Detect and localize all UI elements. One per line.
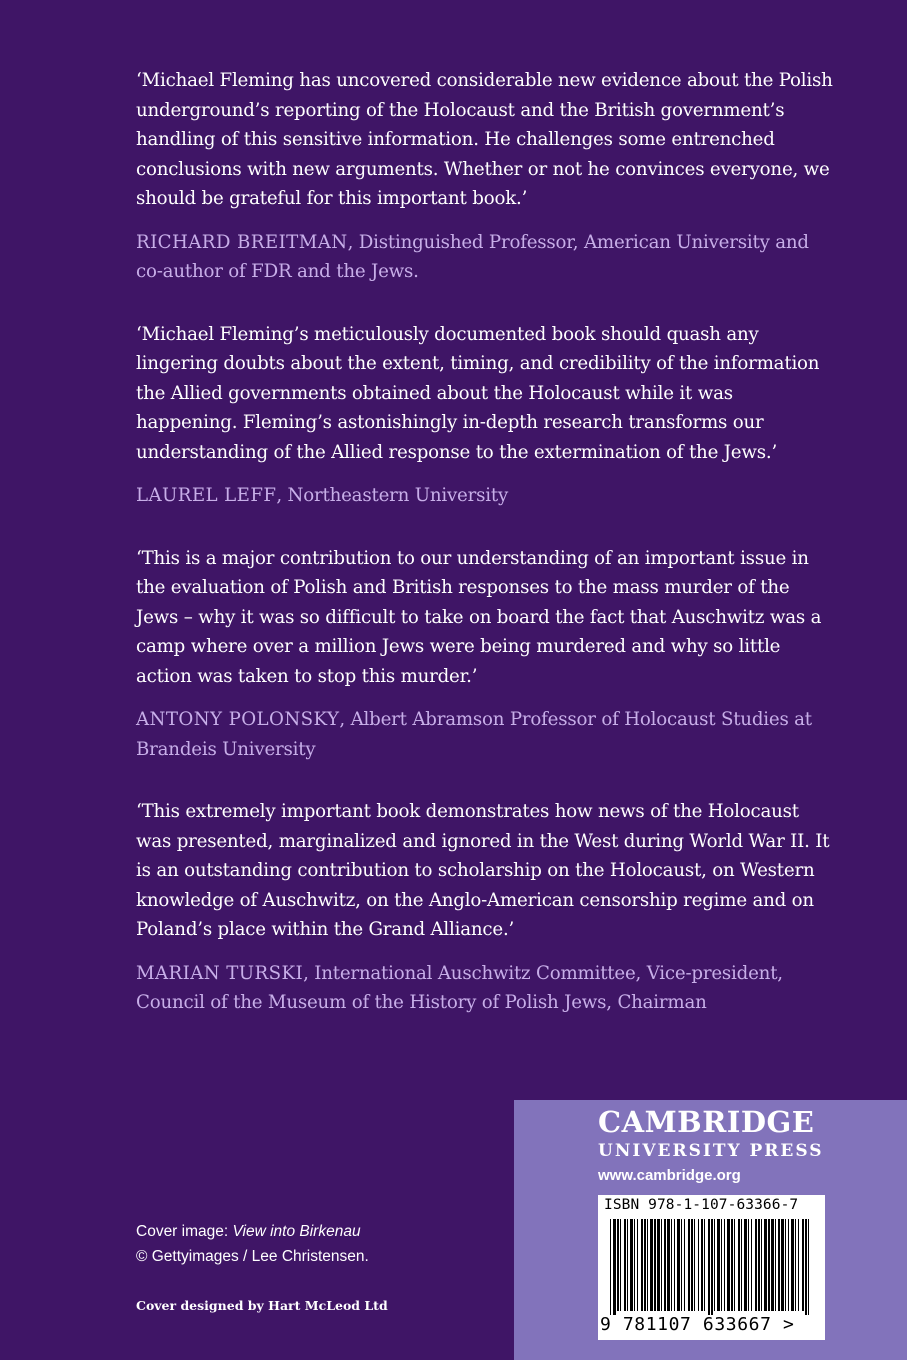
barcode-bar xyxy=(634,1219,635,1311)
endorsement-2 xyxy=(136,320,836,511)
barcode-bar xyxy=(761,1219,762,1311)
barcode-bars xyxy=(606,1219,817,1315)
barcode-bar xyxy=(721,1219,722,1311)
barcode-bar xyxy=(684,1219,685,1311)
publisher-logo-sub: UNIVERSITY PRESS xyxy=(598,1141,824,1161)
barcode-bar xyxy=(701,1219,703,1311)
barcode-bar xyxy=(805,1219,807,1315)
barcode-bar xyxy=(798,1219,799,1311)
quote-affiliation: , Distinguished Professor, American University and co-author of FDR and the Jews. xyxy=(136,231,809,282)
barcode-bar xyxy=(691,1219,693,1311)
barcode-bar xyxy=(654,1219,656,1311)
barcode-bar xyxy=(704,1219,705,1311)
cover-image-credit xyxy=(136,1219,496,1244)
endorsement-1 xyxy=(136,66,836,287)
publisher-url: www.cambridge.org xyxy=(598,1167,741,1184)
barcode-bar xyxy=(667,1219,670,1311)
cover-credits xyxy=(136,1219,496,1269)
barcode-bar xyxy=(650,1219,653,1311)
barcode-bar xyxy=(714,1219,715,1311)
barcode-bar xyxy=(711,1219,713,1315)
quote-author: LAUREL LEFF xyxy=(136,485,277,506)
barcode-bar xyxy=(738,1219,740,1311)
barcode-bar xyxy=(620,1219,621,1311)
barcode-bar xyxy=(644,1219,646,1311)
barcode-bar xyxy=(627,1219,628,1311)
barcode-bar xyxy=(741,1219,742,1311)
barcode-bar xyxy=(610,1219,611,1315)
barcode-bar xyxy=(637,1219,638,1311)
quote-affiliation: , International Auschwitz Committee, Vice-president, Council of the Museum of the History of Polish Jews, Chairman xyxy=(136,962,783,1013)
barcode-bar xyxy=(727,1219,730,1311)
barcode-bar xyxy=(778,1219,780,1311)
quote-affiliation: , Northeastern University xyxy=(276,485,509,506)
barcode-bar xyxy=(657,1219,660,1311)
isbn-barcode xyxy=(598,1195,825,1340)
barcode-bar xyxy=(785,1219,786,1311)
barcode-bar xyxy=(802,1219,804,1311)
barcode-bar xyxy=(731,1219,733,1311)
quote-attribution xyxy=(136,959,836,1018)
barcode-bar xyxy=(617,1219,619,1311)
publisher-panel xyxy=(514,1100,907,1360)
barcode-bar xyxy=(688,1219,690,1311)
barcode-bar xyxy=(748,1219,749,1311)
barcode-bar xyxy=(724,1219,725,1311)
barcode-bar xyxy=(664,1219,666,1311)
barcode-bar xyxy=(771,1219,774,1311)
cover-image-label: Cover image: xyxy=(136,1223,233,1240)
barcode-bar xyxy=(677,1219,680,1311)
barcode-bar xyxy=(791,1219,794,1311)
barcode-bar xyxy=(758,1219,760,1311)
quote-affiliation: , Albert Abramson Professor of Holocaust Studies at Brandeis University xyxy=(136,709,812,760)
barcode-bar xyxy=(781,1219,784,1311)
barcode-bar xyxy=(755,1219,757,1311)
quote-text: ‘Michael Fleming’s meticulously documented book should quash any lingering doubts about the extent, timing, and credibility of the information the Allied governments obtained about the Holocaust while it was happening. Fleming’s astonishingly in-depth research transforms our understanding of the Allied response to the extermination of the Jews.’ xyxy=(136,323,820,463)
barcode-bar xyxy=(630,1219,633,1311)
barcode-bar xyxy=(674,1219,675,1311)
quote-attribution xyxy=(136,705,836,764)
barcode-bar xyxy=(671,1219,672,1311)
barcode-bar xyxy=(708,1219,710,1315)
barcode-bar xyxy=(694,1219,695,1311)
barcode-bar xyxy=(613,1219,616,1315)
endorsements xyxy=(136,66,836,1018)
barcode-bar xyxy=(768,1219,770,1311)
barcode-bar xyxy=(795,1219,796,1311)
copyright-line: © Gettyimages / Lee Christensen. xyxy=(136,1248,369,1265)
quote-text: ‘This is a major contribution to our understanding of an important issue in the evaluation of Polish and British responses to the mass murder of the Jews – why it was so difficult to take on board the fact that Auschwitz was a camp where over a million Jews were being murdered and why so little action was taken to stop this murder.’ xyxy=(136,547,822,687)
quote-attribution xyxy=(136,481,836,511)
quote-author: ANTONY POLONSKY xyxy=(136,709,340,730)
cover-image-title: View into Birkenau xyxy=(232,1223,361,1240)
barcode-bar xyxy=(698,1219,699,1311)
barcode-bar xyxy=(624,1219,626,1311)
barcode-bar xyxy=(788,1219,789,1311)
quote-text: ‘Michael Fleming has uncovered considerable new evidence about the Polish underground’s reporting of the Holocaust and the British government’s handling of this sensitive information. He challenges some entrenched conclusions with new arguments. Whether or not he convinces everyone, we should be grateful for this important book.’ xyxy=(136,70,833,209)
barcode-bar xyxy=(641,1219,643,1311)
barcode-bar xyxy=(751,1219,752,1311)
quote-author: RICHARD BREITMAN xyxy=(136,231,348,253)
barcode-digits: 9 781107 633667 > xyxy=(600,1314,795,1335)
quote-attribution xyxy=(136,228,836,287)
barcode-bar xyxy=(775,1219,776,1311)
quote-author: MARIAN TURSKI xyxy=(136,962,304,984)
barcode-bar xyxy=(734,1219,735,1311)
endorsement-3 xyxy=(136,544,836,765)
barcode-bar xyxy=(764,1219,767,1311)
barcode-bar xyxy=(808,1219,809,1315)
barcode-bar xyxy=(717,1219,720,1311)
endorsement-4 xyxy=(136,797,836,1018)
barcode-bar xyxy=(647,1219,648,1311)
designer-credit: Cover designed by Hart McLeod Ltd xyxy=(136,1298,388,1313)
publisher-logo-name: CAMBRIDGE xyxy=(598,1105,815,1139)
barcode-bar xyxy=(661,1219,662,1311)
isbn-number: ISBN 978-1-107-63366-7 xyxy=(604,1197,799,1213)
barcode-bar xyxy=(681,1219,682,1311)
barcode-bar xyxy=(744,1219,747,1311)
quote-text: ‘This extremely important book demonstrates how news of the Holocaust was presented, marginalized and ignored in the West during World War II. It is an outstanding contribution to scholarship on the Holocaust, on Western knowledge of Auschwitz, on the Anglo-American censorship regime and on Poland’s place within the Grand Alliance.’ xyxy=(136,801,830,940)
